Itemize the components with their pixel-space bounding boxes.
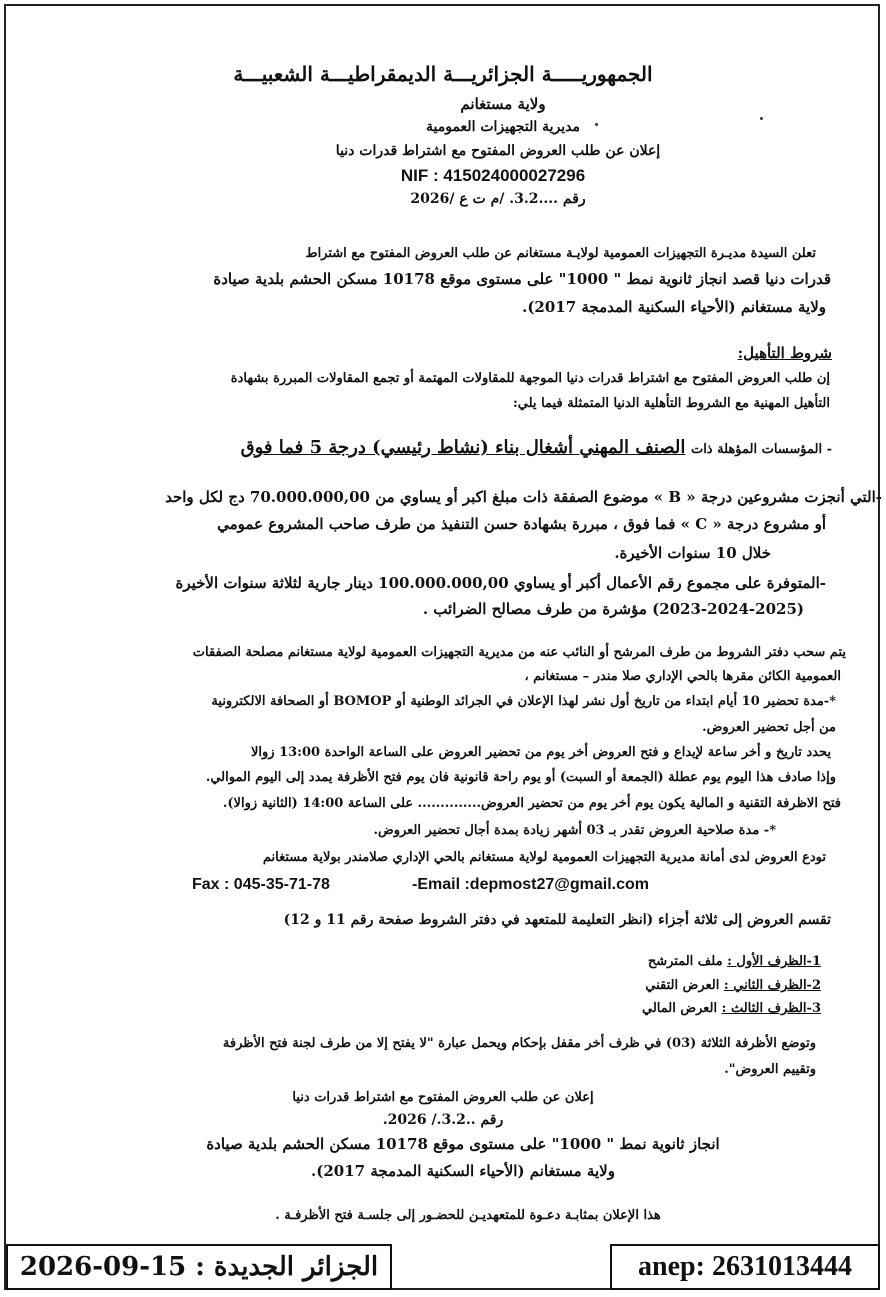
body-line-3: *-مدة تحضير 10 أيام ابتداء من تاريخ أول نشر لهذا الإعلان في الجرائد الوطنية أو BOMOP أو الصحافة الالكترونية	[211, 694, 836, 709]
envelope-1-text: ملف المترشح	[647, 954, 723, 969]
envelope-3-text: العرض المالي	[641, 1001, 718, 1016]
speck-mark	[595, 123, 598, 126]
anep-footer: anep: 2631013444	[610, 1244, 880, 1290]
intro-line-3: ولاية مستغانم (الأحياء السكنية المدمجة 2017).	[522, 298, 826, 316]
closing-line-1: وتوضع الأظرفة الثلاثة (03) في ظرف أخر مقفل بإحكام ويحمل عبارة "لا يفتح إلا من طرف لجنة فتح الأظرفة	[222, 1036, 816, 1051]
directorate-name: مديرية التجهيزات العمومية	[426, 119, 580, 135]
condition-b-line-1: -التي أنجزت مشروعين درجة « B » موضوع الصفقة ذات مبلغ اكبر أو يساوي من 70.000.000,00 دج لكل واحد	[165, 488, 882, 506]
envelope-1-label: 1-الظرف الأول :	[727, 954, 821, 969]
qualification-line-1: إن طلب العروض المفتوح مع اشتراط قدرات دنيا الموجهة للمقاولات المهتمة أو تجمع المقاولات المبررة بشهادة	[230, 371, 830, 386]
category-line	[241, 437, 832, 458]
envelope-1	[648, 954, 821, 969]
stamp-ref: رقم ..3.2./ 2026.	[382, 1112, 504, 1128]
reference-number: رقم ....3.2. /م ت ع /2026	[410, 191, 586, 207]
body-line-6: وإذا صادف هذا اليوم يوم عطلة (الجمعة أو السبت) أو يوم راحة قانونية فان يوم فتح الأظرفة يمدد إلى اليوم الموالي.	[205, 770, 836, 785]
category-main: الصنف المهني أشغال بناء (نشاط رئيسي) درجة 5 فما فوق	[240, 437, 686, 458]
condition-b-line-2: أو مشروع درجة « C » فما فوق ، مبررة بشهادة حسن التنفيذ من طرف صاحب المشروع عمومي	[217, 515, 826, 533]
body-line-9: تودع العروض لدى أمانة مديرية التجهيزات العمومية لولاية مستغانم بالحي الإداري صلامندر بولاية مستغانم	[262, 850, 826, 865]
qualification-line-2: التأهيل المهنية مع الشروط التأهلية الدنيا المتمثلة فيما يلي:	[512, 396, 830, 411]
notice-title: إعلان عن طلب العروض المفتوح مع اشتراط قدرات دنيا	[335, 143, 661, 159]
envelopes-intro: تقسم العروض إلى ثلاثة أجزاء (انظر التعليمة للمتعهد في دفتر الشروط صفحة رقم 11 و 12)	[283, 912, 831, 928]
body-line-1: يتم سحب دفتر الشروط من طرف المرشح أو النائب عنه من مديرية التجهيزات العمومية لولاية مستغانم مصلحة الصفقات	[192, 645, 846, 660]
body-line-7: فتح الاظرفة التقنية و المالية يكون يوم أخر يوم من تحضير العروض.............. على الساعة 14:00 (الثانية زوالا).	[222, 796, 841, 811]
invitation-line: هذا الإعلان بمثابـة دعـوة للمتعهديـن للحضـور إلى جلسـة فتح الأظرفـة .	[275, 1208, 661, 1223]
qualification-heading: شروط التأهيل:	[737, 344, 832, 362]
stamp-project-line-2: ولاية مستغانم (الأحياء السكنية المدمجة 2017).	[311, 1162, 615, 1180]
intro-line-2: قدرات دنيا قصد انجاز ثانوية نمط " 1000" على مستوى موقع 10178 مسكن الحشم بلدية صيادة	[213, 270, 831, 288]
stamp-title: إعلان عن طلب العروض المفتوح مع اشتراط قدرات دنيا	[292, 1090, 594, 1105]
republic-title: الجمهوريـــــة الجزائريـــة الديمقراطيـــة الشعبيـــة	[233, 62, 653, 86]
newspaper-footer: الجزائر الجديدة : 15-09-2026	[6, 1244, 392, 1290]
body-line-2: العمومية الكائن مقرها بالحي الإداري صلا مندر – مستغانم ،	[524, 669, 841, 684]
envelope-2	[645, 978, 821, 993]
turnover-line-1: -المتوفرة على مجموع رقم الأعمال أكبر أو يساوي 100.000.000,00 دينار جارية لثلاثة سنوات الأخيرة	[175, 574, 826, 592]
body-line-8: *- مدة صلاحية العروض تقدر بـ 03 أشهر زيادة بمدة أجال تحضير العروض.	[373, 823, 776, 838]
envelope-3-label: 3-الظرف الثالث :	[721, 1001, 821, 1016]
nif-number: NIF : 415024000027296	[400, 166, 586, 185]
condition-b-line-3: خلال 10 سنوات الأخيرة.	[614, 544, 771, 562]
stamp-project-line-1: انجاز ثانوية نمط " 1000" على مستوى موقع 10178 مسكن الحشم بلدية صيادة	[206, 1135, 720, 1153]
wilaya-name: ولاية مستغانم	[460, 95, 546, 113]
envelope-2-text: العرض التقني	[645, 978, 720, 993]
intro-line-1: تعلن السيدة مديـرة التجهيزات العمومية لولايـة مستغانم عن طلب العروض المفتوح مع اشتراط	[305, 246, 816, 261]
category-prefix: - المؤسسات المؤهلة ذات	[690, 442, 832, 457]
envelope-2-label: 2-الظرف الثاني :	[723, 978, 821, 993]
turnover-line-2: (2023-2024-2025) مؤشرة من طرف مصالح الضرائب .	[422, 600, 804, 618]
body-line-5: يحدد تاريخ و أخر ساعة لإيداع و فتح العروض أخر يوم من تحضير العروض على الساعة الواحدة 13:00 زوالا	[250, 745, 831, 760]
body-line-4: من أجل تحضير العروض.	[702, 720, 836, 735]
email-address: -Email :depmost27@gmail.com	[412, 876, 649, 893]
closing-line-2: وتقييم العروض".	[724, 1062, 816, 1077]
speck-mark	[760, 117, 763, 120]
fax-number: Fax : 045-35-71-78	[192, 876, 330, 893]
envelope-3	[642, 1001, 821, 1016]
